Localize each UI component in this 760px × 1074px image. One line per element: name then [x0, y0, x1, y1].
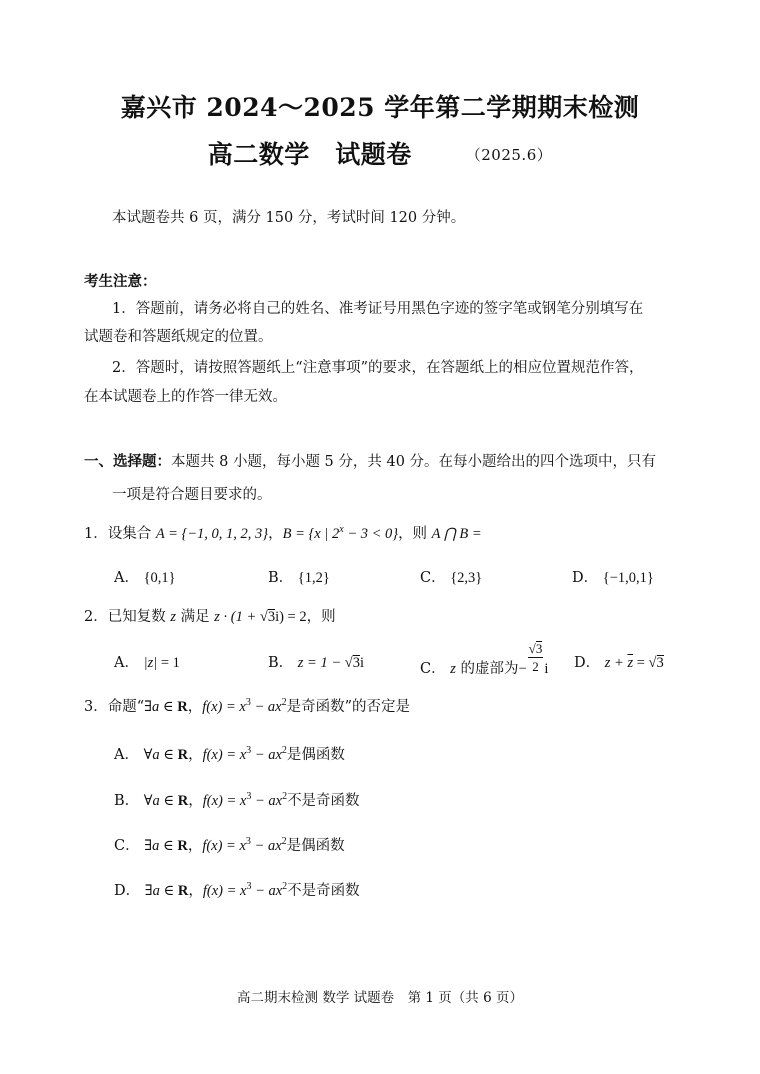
question-2-text: 已知复数 [107, 609, 171, 625]
question-2 [84, 607, 336, 627]
set-b: B = {x | $2^x - 3 < 0$} [282, 524, 399, 542]
q1-option-a: A． {0,1} [114, 570, 176, 586]
real-set: R [177, 699, 188, 715]
q2-option-a: A． |z| = 1 [114, 655, 180, 671]
subject-title: 高二数学 试题卷 [207, 140, 412, 169]
section-1-heading-line [84, 452, 656, 472]
question-3-text: 命题“ [107, 699, 145, 715]
q1-option-c: C． {2,3} [420, 570, 483, 586]
quantifier: ∃a ∈ [144, 699, 178, 715]
q1-option-b: B． {1,2} [268, 570, 330, 586]
notice-heading: 考生注意： [84, 273, 157, 290]
question-3: 3．命题“∃a ∈ R，$f(x) = x^3 - ax^2$是奇函数”的否定是 [84, 697, 410, 715]
section-1-desc-line-1: 本题共 8 小题，每小题 5 分，共 40 分。在每小题给出的四个选项中，只有 [171, 454, 657, 470]
exam-title: 嘉兴市 2024～2025 学年第二学期期末检测 [120, 93, 640, 122]
fraction-sqrt3-over-2: $\frac{√3}{2}$ [528, 641, 543, 674]
complex-var: z [170, 609, 176, 625]
question-1-number: 1． [84, 526, 108, 542]
question-3-text-b: 是奇函数”的否定是 [286, 699, 410, 715]
question-2-number: 2． [84, 609, 108, 625]
question-1-text: 设集合 [107, 526, 156, 542]
section-1-title: 一、选择题： [84, 453, 171, 470]
notice-item-1-line-2: 试题卷和答题纸规定的位置。 [84, 329, 273, 345]
q2-option-b: B． z = 1 − √3i [268, 655, 364, 671]
notice-item-2-line-1: 2．答题时，请按照答题纸上“注意事项”的要求，在答题纸上的相应位置规范作答， [112, 360, 644, 376]
page-footer: 高二期末检测 数学 试题卷 第 1 页（共 6 页） [237, 990, 523, 1006]
exam-date: （2025.6） [465, 146, 553, 164]
q3-option-a: A． ∀a ∈ R，$f(x) = x^3 - ax^2$是偶函数 [114, 745, 345, 763]
intro-text: 本试题卷共 6 页，满分 150 分，考试时间 120 分钟。 [112, 210, 466, 226]
q1-option-d: D． {−1,0,1} [572, 570, 654, 586]
separator: ， [268, 526, 283, 542]
q3-option-c: C． ∃a ∈ R，$f(x) = x^3 - ax^2$是偶函数 [114, 836, 345, 854]
question-1 [84, 524, 482, 544]
q2-option-c: C． z 的虚部为− $\frac{√3}{2}$ i [420, 641, 549, 677]
intersection-expr: A ⋂ B = [431, 526, 482, 542]
notice-item-1-line-1: 1．答题前，请务必将自己的姓名、准考证号用黑色字迹的签字笔或钢笔分别填写在 [112, 301, 644, 317]
section-1-desc-line-2: 一项是符合题目要求的。 [112, 487, 272, 503]
set-a: A = {−1, 0, 1, 2, 3} [155, 526, 269, 542]
q3-option-d: D． ∃a ∈ R，$f(x) = x^3 - ax^2$不是奇函数 [114, 881, 360, 899]
notice-item-2-line-2: 在本试题卷上的作答一律无效。 [84, 389, 287, 405]
question-2-text-b: 满足 [176, 609, 215, 625]
complex-equation: z · (1 + √3i) = 2 [214, 609, 307, 625]
question-1-then: ，则 [398, 526, 432, 542]
question-3-number: 3． [84, 699, 108, 715]
q2-option-d: D． $z + \overline{z} = √3$ [574, 655, 664, 671]
exam-subtitle [0, 135, 760, 171]
q3-option-b: B． ∀a ∈ R，$f(x) = x^3 - ax^2$不是奇函数 [114, 791, 360, 809]
function-expr: $f(x) = x^3 - ax^2$ [202, 697, 287, 715]
question-2-then: ，则 [306, 609, 336, 625]
